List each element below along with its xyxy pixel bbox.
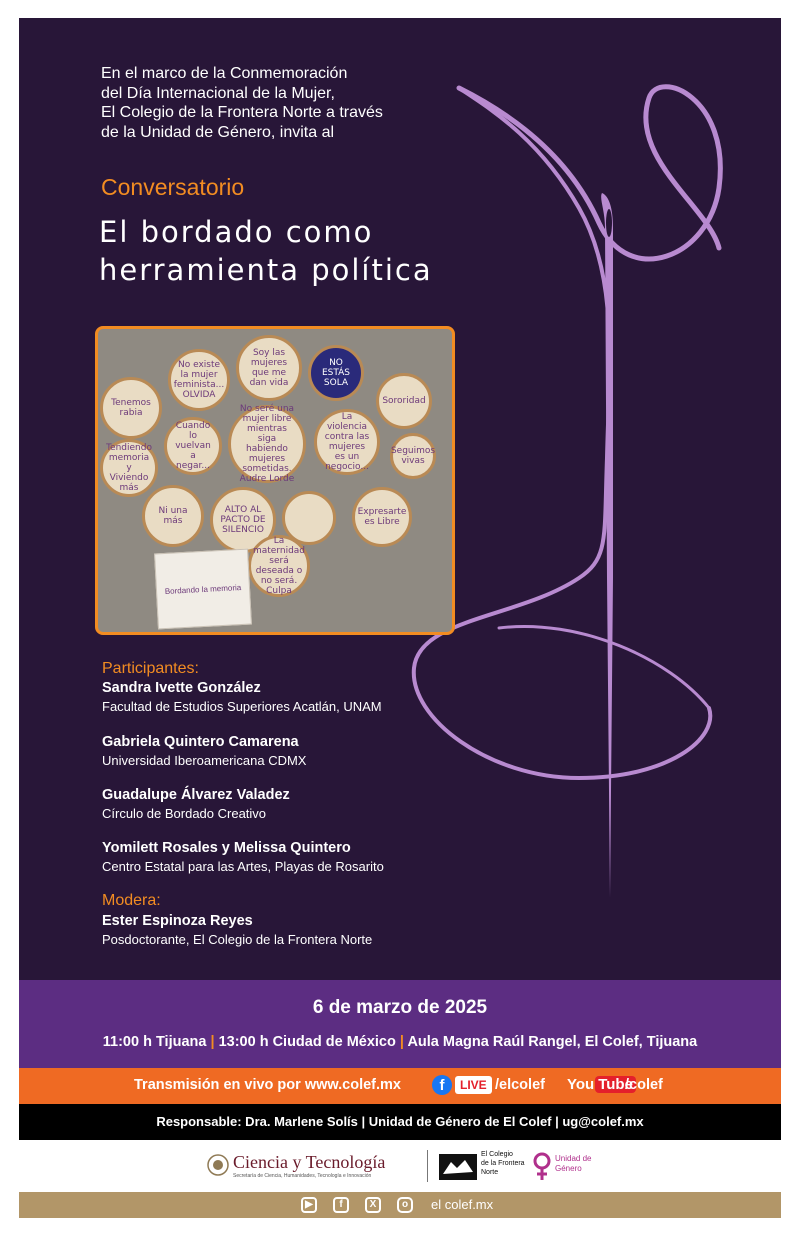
embroidery-hoop: Seguimos vivas — [390, 433, 436, 479]
participant-affiliation: Universidad Iberoamericana CDMX — [102, 753, 307, 768]
youtube-handle[interactable]: /colef — [625, 1077, 663, 1093]
footer-band — [19, 1192, 781, 1218]
event-details — [19, 1034, 781, 1050]
embroidery-hoop: No existe la mujer feminista... OLVIDA — [168, 349, 230, 411]
poster — [19, 18, 781, 980]
event-title-line: El bordado como — [99, 215, 374, 249]
event-date: 6 de marzo de 2025 — [312, 997, 488, 1018]
genero-line: Género — [555, 1164, 582, 1173]
moderator-affiliation: Posdoctorante, El Colegio de la Frontera Norte — [102, 932, 373, 947]
embroidery-hoop: No seré una mujer libre mientras siga habiendo mujeres sometidas. Audre Lorde — [228, 405, 306, 483]
footer-website[interactable]: el colef.mx — [431, 1197, 494, 1212]
embroidery-hoop: Tendiendo memoria y Viviendo más — [100, 439, 158, 497]
stream-text[interactable]: Transmisión en vivo por www.colef.mx — [134, 1077, 401, 1093]
embroidery-hoop: Cuando lo vuelvan a negar... — [164, 417, 222, 475]
embroidery-hoop: Expresarte es Libre — [352, 487, 412, 547]
intro-line: En el marco de la Conmemoración — [101, 65, 348, 82]
participant-affiliation: Facultad de Estudios Superiores Acatlán, UNAM — [102, 699, 382, 714]
participants-label: Participantes: — [102, 660, 199, 677]
moderator-label: Modera: — [102, 892, 161, 909]
event-title-line: herramienta política — [99, 253, 433, 287]
event-kind: Conversatorio — [101, 174, 245, 200]
colef-logo-icon — [439, 1154, 477, 1180]
logos-row — [19, 1140, 781, 1192]
time-cdmx: 13:00 h Ciudad de México — [218, 1034, 396, 1050]
embroidery-hoop: ALTO AL PACTO DE SILENCIO — [210, 487, 276, 553]
participant-name: Gabriela Quintero Camarena — [102, 734, 299, 750]
embroidery-hoop: Ni una más — [142, 485, 204, 547]
embroidered-cloth: Bordando la memoria — [154, 549, 252, 630]
mexico-seal-icon — [207, 1154, 229, 1176]
intro-line: de la Unidad de Género, invita al — [101, 123, 335, 141]
youtube-footer-icon[interactable]: ▶ — [301, 1197, 317, 1213]
youtube-you: You — [567, 1076, 595, 1093]
participant-name: Yomilett Rosales y Melissa Quintero — [102, 840, 351, 856]
x-footer-icon[interactable]: X — [365, 1197, 381, 1213]
colef-logo-text — [481, 1150, 525, 1177]
event-title — [99, 213, 433, 289]
ciencia-tecnologia-subtitle: Secretaría de Ciencia, Humanidades, Tecnología e Innovación — [233, 1173, 372, 1179]
unidad-genero-text — [555, 1154, 591, 1174]
separator: | — [210, 1034, 215, 1050]
ciencia-tecnologia-logo: Ciencia y Tecnología — [233, 1152, 386, 1172]
embroidery-hoop: Sororidad — [376, 373, 432, 429]
intro-line: El Colegio de la Frontera Norte a través — [101, 104, 383, 121]
embroidery-hoop: La violencia contra las mujeres es un negocio... — [314, 409, 380, 475]
stream-band — [19, 1068, 781, 1104]
schedule-band — [19, 980, 781, 1068]
moderator-name: Ester Espinoza Reyes — [102, 913, 253, 929]
participant-name: Sandra Ivette González — [102, 680, 261, 696]
intro-text — [101, 64, 521, 142]
colef-logo-line: El Colegio — [481, 1151, 513, 1158]
responsible-band: Responsable: Dra. Marlene Solís | Unidad de Género de El Colef | ug@colef.mx — [19, 1104, 781, 1140]
colef-logo-line: de la Frontera — [481, 1160, 525, 1167]
youtube-tube: Tube — [595, 1076, 636, 1093]
facebook-footer-icon[interactable]: f — [333, 1197, 349, 1213]
embroidery-hoop: NO ESTÁS SOLA — [308, 345, 364, 401]
embroidery-hoop: Tenemos rabia — [100, 377, 162, 439]
facebook-handle[interactable]: /elcolef — [495, 1077, 545, 1093]
venue: Aula Magna Raúl Rangel, El Colef, Tijuana — [407, 1034, 698, 1050]
separator: | — [399, 1034, 404, 1050]
embroidery-hoop: Soy las mujeres que me dan vida — [236, 335, 302, 401]
participant-affiliation: Centro Estatal para las Artes, Playas de Rosarito — [102, 859, 384, 874]
logo-divider — [427, 1150, 428, 1182]
facebook-icon[interactable]: f — [432, 1075, 452, 1095]
time-tijuana: 11:00 h Tijuana — [102, 1034, 207, 1050]
embroidery-photo — [95, 326, 455, 635]
gender-symbol-icon — [531, 1150, 553, 1182]
live-badge: LIVE — [455, 1076, 492, 1094]
participant-affiliation: Círculo de Bordado Creativo — [102, 806, 267, 821]
instagram-footer-icon[interactable]: o — [397, 1197, 413, 1213]
embroidery-hoop: La maternidad será deseada o no será. Culpa — [248, 535, 310, 597]
participant-name: Guadalupe Álvarez Valadez — [102, 787, 290, 803]
intro-line: del Día Internacional de la Mujer, — [101, 84, 335, 102]
colef-logo-line: Norte — [481, 1169, 499, 1176]
genero-line: Unidad de — [555, 1154, 592, 1163]
